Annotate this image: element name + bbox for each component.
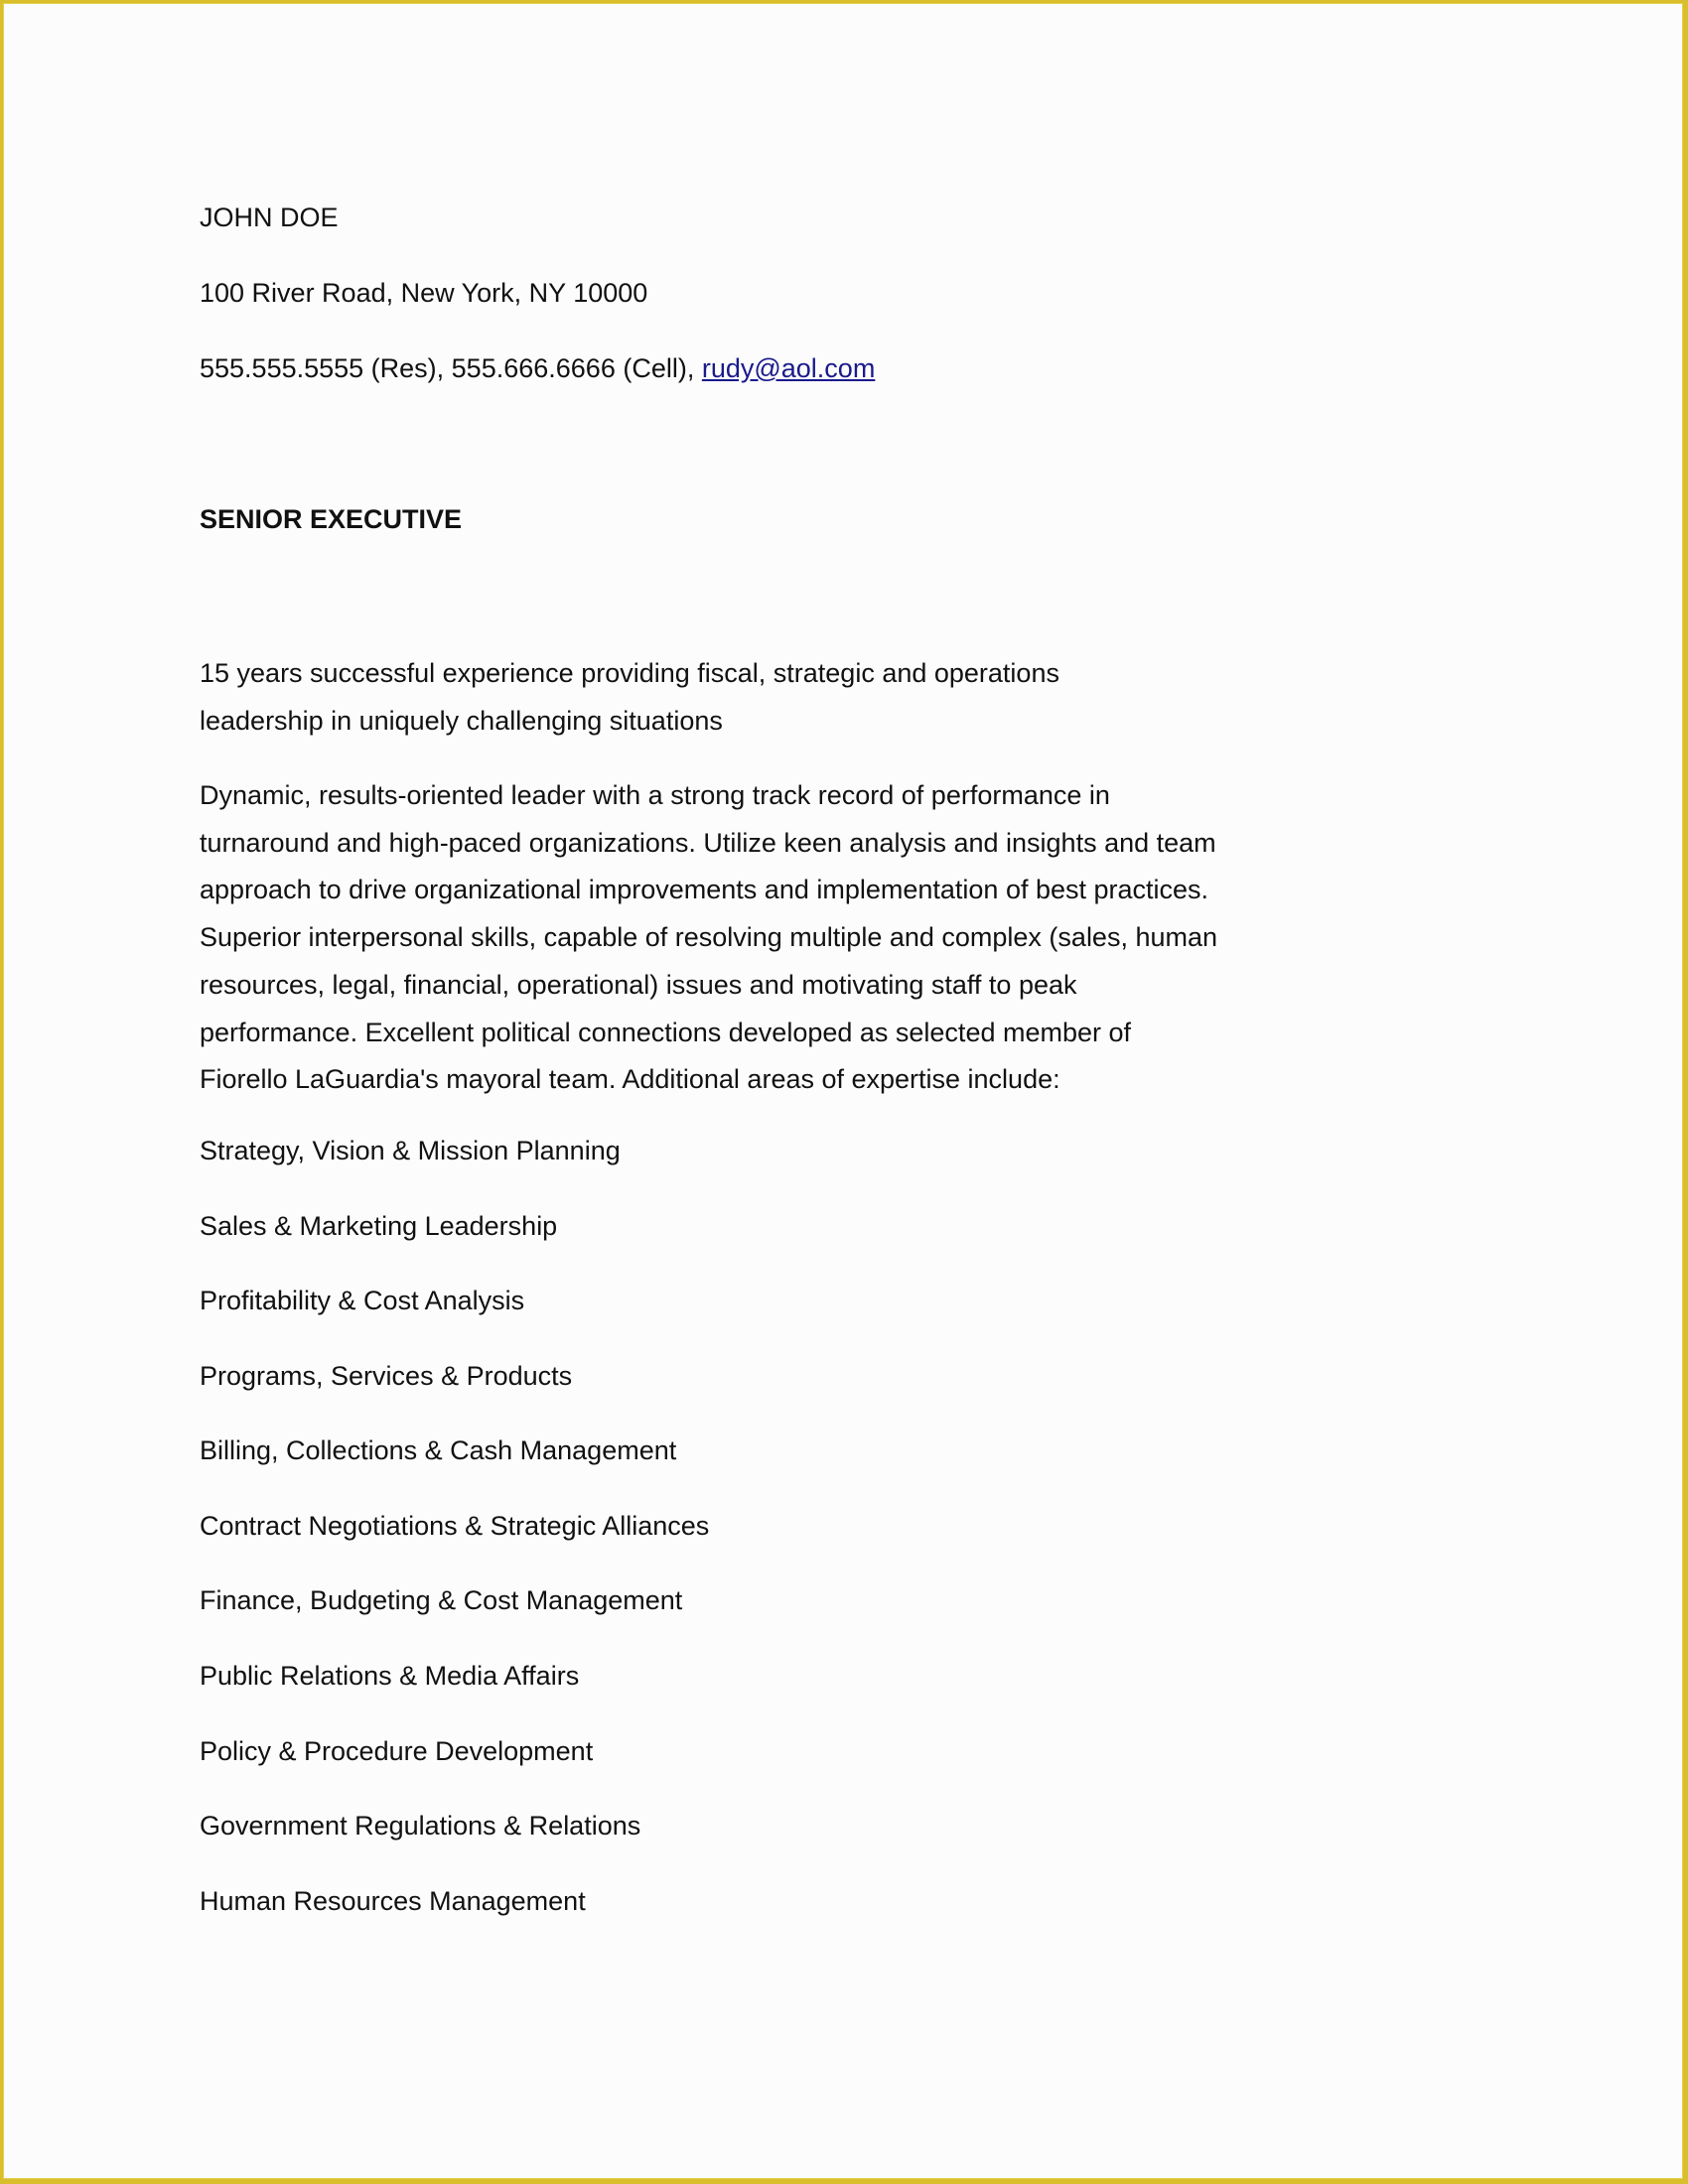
expertise-item: Billing, Collections & Cash Management <box>200 1435 677 1466</box>
expertise-item: Human Resources Management <box>200 1885 586 1916</box>
candidate-name: JOHN DOE <box>200 203 339 232</box>
expertise-item: Public Relations & Media Affairs <box>200 1661 580 1692</box>
profile-paragraph: Dynamic, results-oriented leader with a strong track record of performance in turnaround and high-paced organizations. Utilize keen analysis and insights and team approach to drive organizational improvements and implementation of best practices. Superior interpersonal skills, capable of resolving multiple and complex (sales, human resources, legal, financial, operational) issues and motivating staff to peak performance. Excellent political connections developed as selected member of Fiorello LaGuardia's mayoral team. Additional areas of expertise include: <box>200 780 1218 1095</box>
expertise-item: Strategy, Vision & Mission Planning <box>200 1135 621 1165</box>
job-title-heading: SENIOR EXECUTIVE <box>200 504 463 534</box>
expertise-item: Finance, Budgeting & Cost Management <box>200 1585 683 1616</box>
address-line: 100 River Road, New York, NY 10000 <box>200 278 648 308</box>
expertise-item: Government Regulations & Relations <box>200 1811 641 1842</box>
expertise-item: Contract Negotiations & Strategic Alliances <box>200 1510 710 1541</box>
resume-page <box>3 3 1683 2179</box>
summary-paragraph: 15 years successful experience providing fiscal, strategic and operations leadership in uniquely challenging situations <box>200 658 1059 736</box>
phone-numbers: 555.555.5555 (Res), 555.666.6666 (Cell), <box>200 353 695 383</box>
email-link[interactable]: rudy@aol.com <box>701 353 876 383</box>
expertise-list <box>200 1132 1232 1920</box>
expertise-item: Programs, Services & Products <box>200 1360 573 1391</box>
expertise-item: Profitability & Cost Analysis <box>200 1286 525 1316</box>
expertise-item: Policy & Procedure Development <box>200 1735 594 1766</box>
expertise-item: Sales & Marketing Leadership <box>200 1210 558 1241</box>
contact-line <box>200 349 1232 387</box>
resume-content <box>200 199 1232 1957</box>
